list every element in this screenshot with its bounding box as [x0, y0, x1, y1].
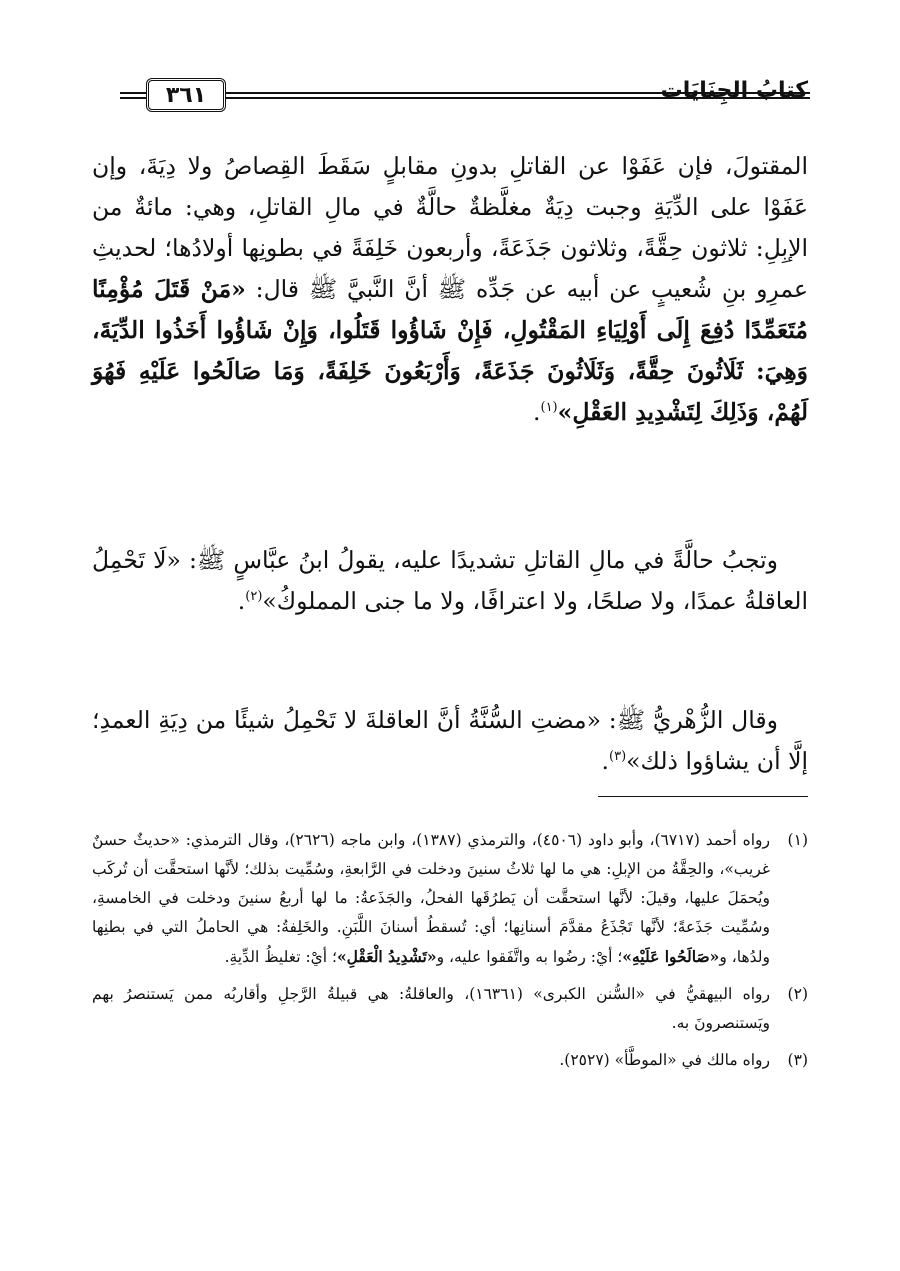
paragraph-1-end: . — [533, 398, 541, 426]
book-title: كتابُ الجِنَايَات — [660, 78, 808, 103]
footnote-text-b: ؛ أيْ: رضُوا به واتَّفَقوا عليه، و — [436, 948, 623, 966]
footnote-number: (٣) — [787, 1051, 808, 1069]
footnote-number: (١) — [787, 831, 808, 849]
paragraph-1-text: المقتولَ، فإن عَفَوْا عن القاتلِ بدونِ مقابلٍ سَقَطَ القِصاصُ ولا دِيَةَ، وإن عَفَوْا على الدِّيَةِ وجبت دِيَةٌ مغلَّظةٌ حالَّةٌ في مالِ القاتلِ، وهي: مائةٌ من الإبِلِ: ثلاثون حِقَّةً، وثلاثون جَذَعَةً، وأربعون خَلِفَةً في بطونِها أولادُها؛ لحديثِ عمرِو بنِ شُعيبٍ عن أبيه عن جَدِّه ﷺ أنَّ النَّبيَّ ﷺ قال: — [92, 152, 808, 303]
footnote-text: رواه البيهقيُّ في «السُّنن الكبرى» (١٦٣٦١)، والعاقلةُ: هي قبيلةُ الرَّجلِ وأقاربُه ممن يَستنصرُ بهم ويَستنصرونَ به. — [92, 985, 771, 1032]
footnote-separator — [598, 796, 808, 797]
header-rule-left — [120, 92, 146, 99]
paragraph-2-end: . — [237, 587, 246, 615]
page-number: ٣٦١ — [165, 82, 207, 108]
footnote-text — [92, 826, 770, 972]
paragraph-3 — [92, 700, 808, 782]
footnotes — [92, 826, 808, 1083]
footnote-1 — [92, 826, 808, 972]
paragraph-2 — [92, 540, 808, 622]
footnote-text-a: رواه أحمد (٦٧١٧)، وأبو داود (٤٥٠٦)، والترمذي (١٣٨٧)، وابن ماجه (٢٦٢٦)، وقال الترمذي: «حديثٌ حسنٌ غريب»، والحِقَّةُ من الإبلِ: هي ما لها ثلاثُ سنينَ ودخلت في الرَّابعةِ، وسُمِّيت بذلك؛ لأنَّها استحقَّت أن تُركَب ويُحمَلَ عليها، وقيلَ: لأنَّها استحقَّت أن يَطرُقَها الفحلُ، والجَذَعةُ: ما لها أربعُ سنينَ ودخلت في الخامسةِ، وسُمِّيت جَذَعةً؛ لأنَّها تَجْذَعُ مقدَّمَ أسنانِها؛ أي: تُسقطُ أسنانَ اللَّبَنِ. والخَلِفةُ: هي الحاملُ التي في بطنِها ولدُها، و — [92, 831, 771, 966]
page-number-frame — [146, 78, 226, 112]
hadith-quote: «مَنْ قَتَلَ مُؤْمِنًا مُتَعَمِّدًا دُفِعَ إِلَى أَوْلِيَاءِ المَقْتُولِ، فَإِنْ شَاؤُوا قَتَلُوا، وَإِنْ شَاؤُوا أَخَذُوا الدِّيَةَ، وَهِيَ: ثَلَاثُونَ حِقَّةً، وَثَلَاثُونَ جَذَعَةً، وَأَرْبَعُونَ خَلِفَةً، وَمَا صَالَحُوا عَلَيْهِ فَهُوَ لَهُمْ، وَذَلِكَ لِتَشْدِيدِ العَقْلِ» — [92, 275, 808, 426]
footnote-3 — [92, 1046, 808, 1075]
paragraph-1 — [92, 146, 808, 433]
paragraph-3-end: . — [601, 747, 610, 775]
paragraph-2-text: وتجبُ حالَّةً في مالِ القاتلِ تشديدًا عليه، يقولُ ابنُ عبَّاسٍ ﷺ: «لَا تَحْمِلُ العاقلةُ عمدًا، ولا صلحًا، ولا اعترافًا، ولا ما جنى المملوكُ» — [92, 546, 808, 615]
header-rule-right — [226, 92, 810, 99]
footnote-bold-a: «صَالَحُوا عَلَيْهِ» — [622, 947, 720, 966]
footnote-bold-b: «تَشْدِيدُ الْعَقْلِ» — [336, 947, 437, 966]
footnote-ref-2: (٢) — [245, 589, 263, 605]
footnote-ref-3: (٣) — [609, 749, 627, 765]
footnote-text-c: ؛ أيْ: تغليظُ الدِّيةِ. — [224, 948, 337, 966]
footnote-number: (٢) — [787, 985, 808, 1003]
paragraph-3-text: وقال الزُّهْريُّ ﷺ: «مضتِ السُّنَّةُ أنَّ العاقلةَ لا تَحْمِلُ شيئًا من دِيَةِ العمدِ؛ إلَّا أن يشاؤوا ذلك» — [92, 706, 808, 775]
footnote-ref-1: (١) — [540, 400, 558, 416]
footnote-2 — [92, 980, 808, 1038]
footnote-text: رواه مالك في «الموطَّأ» (٢٥٢٧). — [559, 1051, 770, 1069]
